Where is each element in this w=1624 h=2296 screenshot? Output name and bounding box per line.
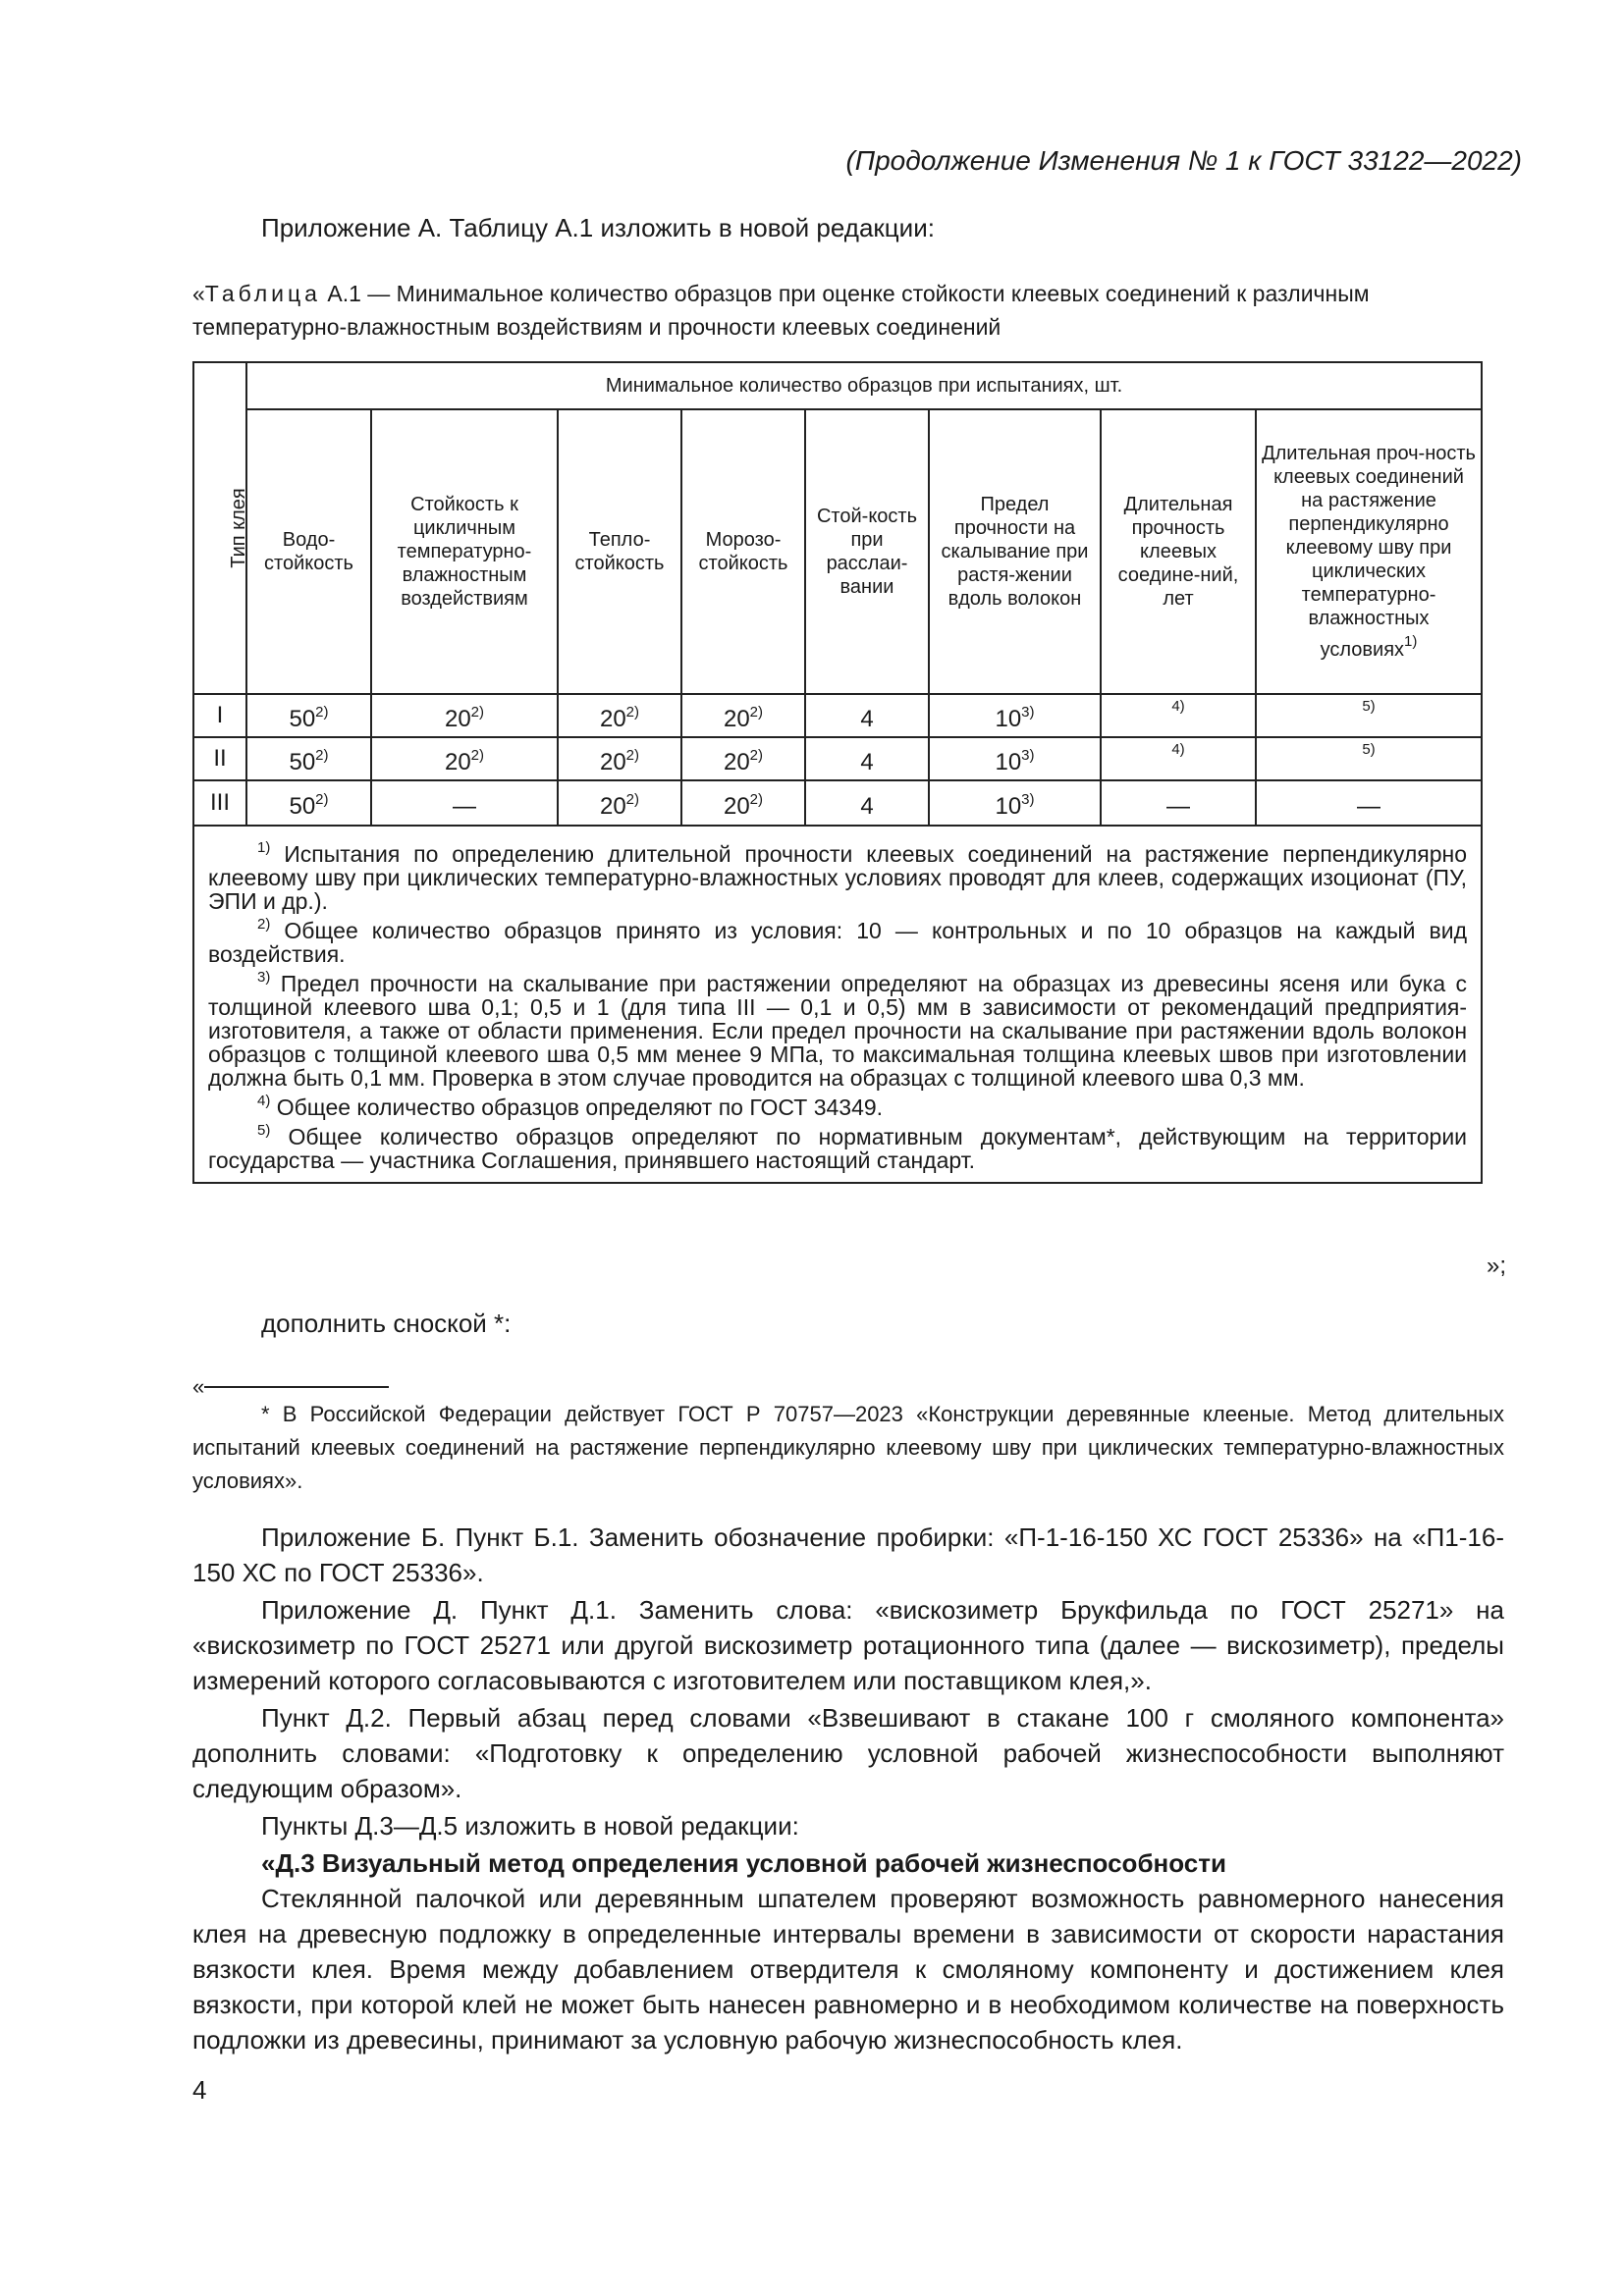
supplement-paragraph: дополнить сноской *:	[261, 1308, 512, 1338]
row-type: III	[193, 780, 246, 826]
type-header-cell	[193, 362, 249, 694]
cell: 50$^{2)}$	[246, 780, 371, 826]
group-header: Минимальное количество образцов при испытаниях, шт.	[246, 362, 1482, 409]
intro-paragraph: Приложение А. Таблицу А.1 изложить в новой редакции:	[261, 213, 935, 242]
section-text: Стеклянной палочкой или деревянным шпателем проверяют возможность равномерного нанесения клея на древесную подложку в определенные интервалы времени в зависимости от скорости нарастания вязкости клея. Время между добавлением отвердителя к смоляному компоненту и достижением клея вязкости, при которой клей не может быть нанесен равномерно и в необходимом количестве на поверхность подложки из древесины, принимают за условную рабочую жизнеспособность клея.	[192, 1884, 1504, 2055]
column-header: Предел прочности на скалывание при растя-жении вдоль волокон	[929, 409, 1101, 694]
column-header-text: Длительная проч-ность клеевых соединений на растяжение перпендикулярно клеевому шву при циклических температурно-влажностных условиях	[1262, 443, 1476, 661]
note-4: $^{4)}$ Общее количество образцов определяют по ГОСТ 34349.	[257, 1093, 884, 1120]
footnote-divider	[204, 1386, 389, 1388]
table-notes-row	[193, 826, 1482, 1183]
column-header: Стойкость к цикличным температурно-влажностным воздействиям	[371, 409, 558, 694]
note-2: $^{2)}$ Общее количество образцов принято из условия: 10 — контрольных и по 10 образцов на каждый вид воздействия.	[208, 916, 1468, 967]
paragraph-d3-d5: Пункты Д.3—Д.5 изложить в новой редакции:	[261, 1811, 799, 1841]
cell: 20$^{2)}$	[558, 694, 681, 737]
column-header: Водо-стойкость	[246, 409, 371, 694]
cell: —	[1256, 780, 1482, 826]
column-header: Тепло-стойкость	[558, 409, 681, 694]
cell: 4)	[1101, 737, 1256, 780]
row-type: I	[193, 694, 246, 737]
caption-label: Таблица	[204, 281, 321, 306]
cell: 20$^{2)}$	[371, 694, 558, 737]
cell: 10$^{3)}$	[929, 737, 1101, 780]
cell: 10$^{3)}$	[929, 780, 1101, 826]
caption-quote: «	[192, 281, 205, 306]
cell: 20$^{2)}$	[681, 737, 805, 780]
caption-text: А.1 — Минимальное количество образцов при оценке стойкости клеевых соединений к различным температурно-влажностным воздействиям и прочности клеевых соединений	[192, 281, 1370, 340]
column-header: Длительная прочность клеевых соедине-ний, лет	[1101, 409, 1256, 694]
cell: 20$^{2)}$	[681, 694, 805, 737]
table-notes	[193, 826, 1482, 1183]
table-closing-quote: »;	[1487, 1253, 1507, 1279]
footnote-text: * В Российской Федерации действует ГОСТ Р 70757—2023 «Конструкции деревянные клееные. Метод длительных испытаний клеевых соединений на растяжение перпендикулярно клеевому шву при циклических температурно-влажностных условиях».	[192, 1402, 1504, 1493]
cell: 50$^{2)}$	[246, 694, 371, 737]
row-type: II	[193, 737, 246, 780]
cell: 20$^{2)}$	[558, 780, 681, 826]
cell: 4	[805, 737, 929, 780]
footnote-quote: «	[192, 1374, 205, 1399]
paragraph-b1: Приложение Б. Пункт Б.1. Заменить обозначение пробирки: «П-1-16-150 ХС ГОСТ 25336» на «П1-16-150 ХС по ГОСТ 25336».	[192, 1522, 1504, 1587]
cell: 4	[805, 694, 929, 737]
page-number: 4	[192, 2075, 207, 2105]
note-1: $^{1)}$ Испытания по определению длительной прочности клеевых соединений на растяжение перпендикулярно клеевому шву при циклических температурно-влажностных условиях проводят для клеев, содержащих изоционат (ПУ, ЭПИ и др.).	[208, 839, 1468, 914]
cell: 20$^{2)}$	[558, 737, 681, 780]
table-row	[193, 694, 1482, 737]
cell: 10$^{3)}$	[929, 694, 1101, 737]
cell: —	[371, 780, 558, 826]
column-header: Стой-кость при расслаи-вании	[805, 409, 929, 694]
note-3: $^{3)}$ Предел прочности на скалывание при растяжении определяют на образцах из древесины ясеня или бука с толщиной клеевого шва 0,1; 0,5 и 1 (для типа III — 0,1 и 0,5) мм в зависимости от рекомендаций предприятия-изготовителя, а также от области применения. Если предел прочности на скалывание при растяжении вдоль волокон образцов с толщиной клеевого шва 0,5 мм менее 9 МПа, то максимальная толщина клеевых швов при изготовлении должна быть 0,1 мм. Проверка в этом случае проводится на образцах с толщиной клеевого шва 0,3 мм.	[208, 969, 1468, 1091]
paragraph-d2: Пункт Д.2. Первый абзац перед словами «Взвешивают в стакане 100 г смоляного компонента» дополнить словами: «Подготовку к определению условной рабочей жизнеспособности выполняют следующим образом».	[192, 1703, 1504, 1803]
cell: 20$^{2)}$	[371, 737, 558, 780]
table-row	[193, 780, 1482, 826]
column-header-sup: 1)	[1404, 633, 1418, 650]
type-header: Тип клея	[227, 488, 249, 568]
table-row	[193, 737, 1482, 780]
paragraph-d1: Приложение Д. Пункт Д.1. Заменить слова: «вискозиметр Брукфильда по ГОСТ 25271» на «вискозиметр по ГОСТ 25271 или другой вискозиметр ротационного типа (далее — вискозиметр), пределы измерений которого согласовываются с изготовителем или поставщиком клея,».	[192, 1595, 1504, 1695]
cell: 20$^{2)}$	[681, 780, 805, 826]
note-5: $^{5)}$ Общее количество образцов определяют по нормативным документам*, действующим на территории государства — участника Соглашения, принявшего настоящий стандарт.	[208, 1122, 1468, 1173]
table-a1	[192, 361, 1483, 1184]
table-caption	[192, 277, 1504, 344]
cell: 5)	[1256, 694, 1482, 737]
cell: 4	[805, 780, 929, 826]
cell: 5)	[1256, 737, 1482, 780]
cell: —	[1101, 780, 1256, 826]
column-header-last	[1256, 409, 1482, 694]
column-header: Морозо-стойкость	[681, 409, 805, 694]
page-header: (Продолжение Изменения № 1 к ГОСТ 33122—2022)	[845, 145, 1522, 176]
cell: 50$^{2)}$	[246, 737, 371, 780]
cell: 4)	[1101, 694, 1256, 737]
section-title: «Д.3 Визуальный метод определения условной рабочей жизнеспособности	[261, 1848, 1226, 1878]
